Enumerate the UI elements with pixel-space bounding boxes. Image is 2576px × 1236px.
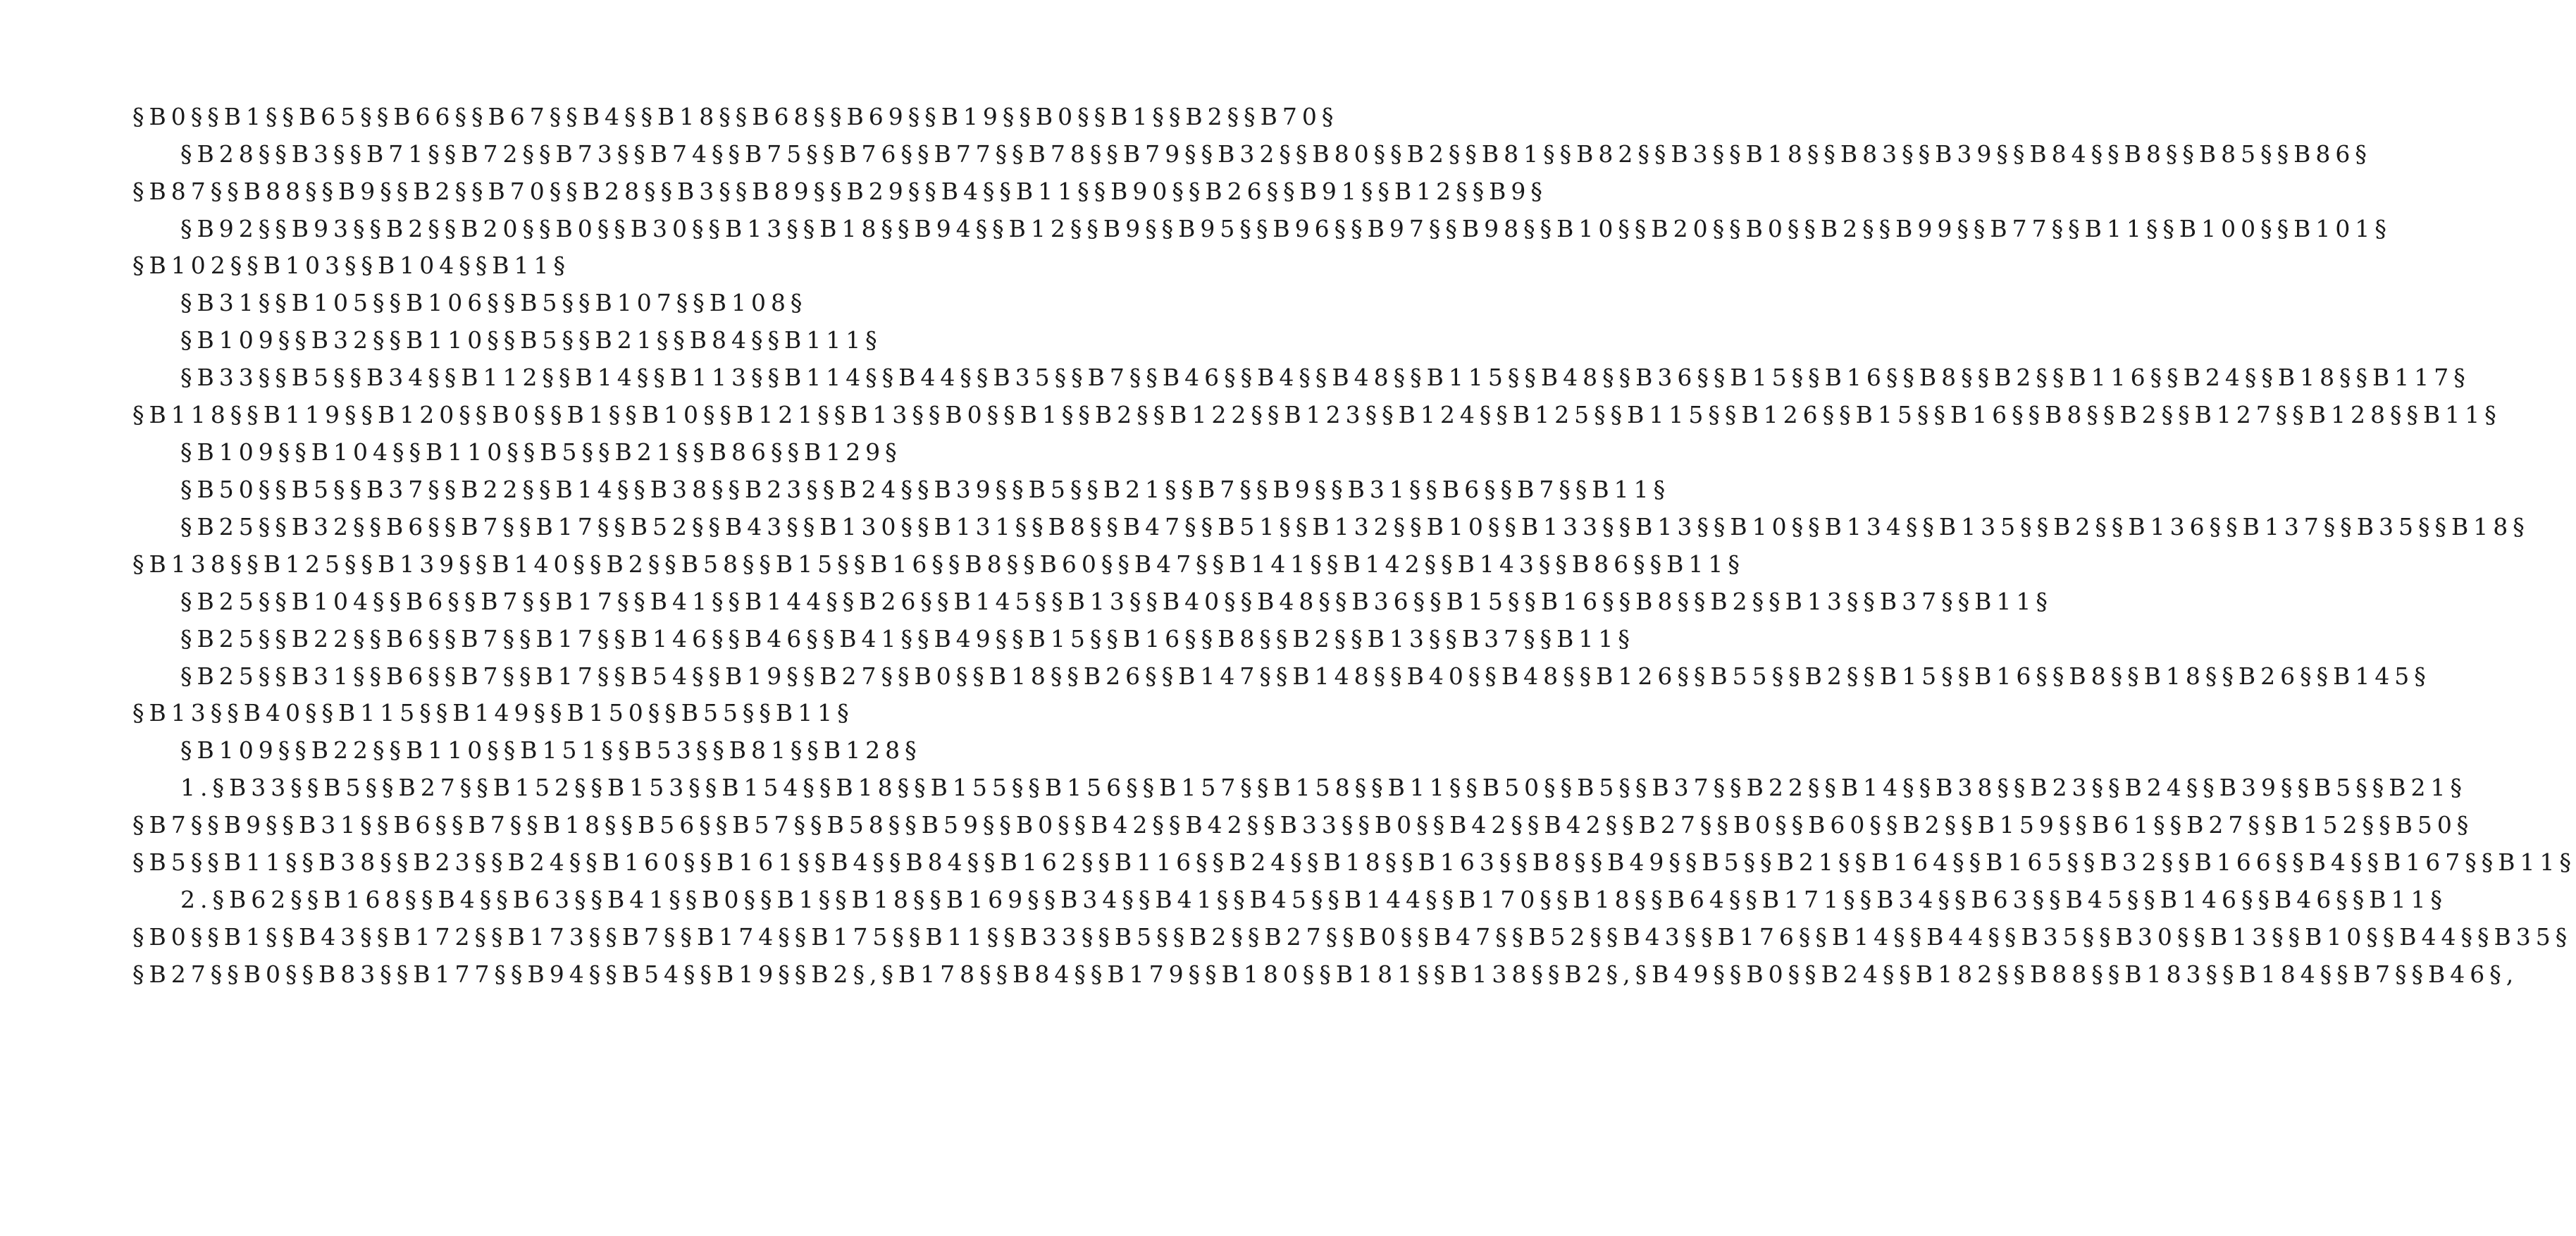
subsection-heading: §B109§§B32§§B110§§B5§§B21§§B84§§B111§ [180, 326, 882, 354]
body-line: §B0§§B1§§B65§§B66§§B67§§B4§§B18§§B68§§B69§§B19§§B0§§B1§§B2§§B70§ [132, 103, 1339, 130]
body-line: §B138§§B125§§B139§§B140§§B2§§B58§§B15§§B16§§B8§§B60§§B47§§B141§§B142§§B143§§B86§§B11§ [132, 550, 1745, 578]
body-line: §B25§§B32§§B6§§B7§§B17§§B52§§B43§§B130§§B131§§B8§§B47§§B51§§B132§§B10§§B133§§B13§§B10§§B134§§B135§§B2§§B136§§B137§§B35§§B18§ [180, 513, 2529, 540]
body-line: §B118§§B119§§B120§§B0§§B1§§B10§§B121§§B13§§B0§§B1§§B2§§B122§§B123§§B124§§B125§§B115§§B126§§B15§§B16§§B8§§B2§§B127§§B128§§B11§ [132, 401, 2501, 428]
section-heading: §B31§§B105§§B106§§B5§§B107§§B108§ [180, 289, 807, 316]
body-line: §B5§§B11§§B38§§B23§§B24§§B160§§B161§§B4§§B84§§B162§§B116§§B24§§B18§§B163§§B8§§B49§§B5§§B21§§B164§§B165§§B32§§B166§§B4§§B167§§B11§ [132, 848, 2576, 876]
subsection-heading: §B109§§B22§§B110§§B151§§B53§§B81§§B128§ [180, 736, 922, 764]
body-line: §B28§§B3§§B71§§B72§§B73§§B74§§B75§§B76§§B77§§B78§§B79§§B32§§B80§§B2§§B81§§B82§§B3§§B18§§B83§§B39§§B84§§B8§§B85§§B86§ [180, 140, 2372, 168]
body-line: §B50§§B5§§B37§§B22§§B14§§B38§§B23§§B24§§B39§§B5§§B21§§B7§§B9§§B31§§B6§§B7§§B11§ [180, 476, 1671, 503]
body-line: §B0§§B1§§B43§§B172§§B173§§B7§§B174§§B175§§B11§§B33§§B5§§B2§§B27§§B0§§B47§§B52§§B43§§B176§§B14§§B44§§B35§§B30§§B13§§B10§§B44§§B35§ [132, 923, 2572, 951]
body-line: §B13§§B40§§B115§§B149§§B150§§B55§§B11§ [132, 699, 854, 727]
body-line: §B102§§B103§§B104§§B11§ [132, 252, 570, 279]
subsection-heading: §B109§§B104§§B110§§B5§§B21§§B86§§B129§ [180, 438, 902, 466]
body-line: 2.§B62§§B168§§B4§§B63§§B41§§B0§§B1§§B18§§B169§§B34§§B41§§B45§§B144§§B170§§B18§§B64§§B171§§B34§§B63§§B45§§B146§§B46§§B11§ [180, 886, 2448, 913]
body-line: §B33§§B5§§B34§§B112§§B14§§B113§§B114§§B44§§B35§§B7§§B46§§B4§§B48§§B115§§B48§§B36§§B15§§B16§§B8§§B2§§B116§§B24§§B18§§B117§ [180, 364, 2470, 391]
body-line: §B25§§B31§§B6§§B7§§B17§§B54§§B19§§B27§§B0§§B18§§B26§§B147§§B148§§B40§§B48§§B126§§B55§§B2§§B15§§B16§§B8§§B18§§B26§§B145§ [180, 662, 2431, 690]
body-line: §B87§§B88§§B9§§B2§§B70§§B28§§B3§§B89§§B29§§B4§§B11§§B90§§B26§§B91§§B12§§B9§ [132, 178, 1547, 205]
body-line: §B25§§B22§§B6§§B7§§B17§§B146§§B46§§B41§§B49§§B15§§B16§§B8§§B2§§B13§§B37§§B11§ [180, 625, 1635, 653]
body-line: §B92§§B93§§B2§§B20§§B0§§B30§§B13§§B18§§B94§§B12§§B9§§B95§§B96§§B97§§B98§§B10§§B20§§B0§§B2§§B99§§B77§§B11§§B100§§B101§ [180, 215, 2391, 242]
body-line: §B27§§B0§§B83§§B177§§B94§§B54§§B19§§B2§,§B178§§B84§§B179§§B180§§B181§§B138§§B2§,§B49§§B0§§B24§§B182§§B88§§B183§§B184§§B7§§B46§, [132, 960, 2519, 988]
body-line: 1.§B33§§B5§§B27§§B152§§B153§§B154§§B18§§B155§§B156§§B157§§B158§§B11§§B50§§B5§§B37§§B22§§B14§§B38§§B23§§B24§§B39§§B5§§B21§ [180, 774, 2467, 801]
body-line: §B25§§B104§§B6§§B7§§B17§§B41§§B144§§B26§§B145§§B13§§B40§§B48§§B36§§B15§§B16§§B8§§B2§§B13§§B37§§B11§ [180, 588, 2052, 615]
body-line: §B7§§B9§§B31§§B6§§B7§§B18§§B56§§B57§§B58§§B59§§B0§§B42§§B42§§B33§§B0§§B42§§B42§§B27§§B0§§B60§§B2§§B159§§B61§§B27§§B152§§B50§ [132, 811, 2474, 839]
